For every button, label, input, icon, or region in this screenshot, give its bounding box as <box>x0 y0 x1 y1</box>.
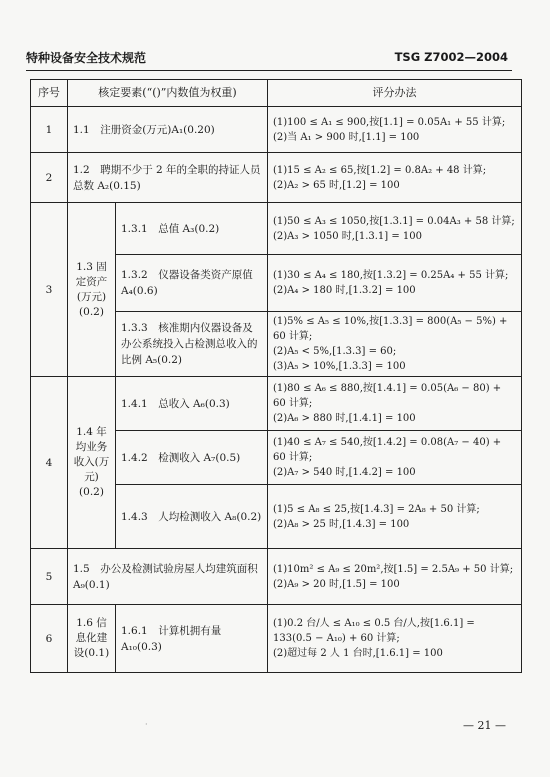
table-row <box>31 203 522 255</box>
score-line: (2)A₄ > 180 时,[1.3.2] = 100 <box>273 285 416 296</box>
score-line: (2)A₅ < 5%,[1.3.3] = 60; <box>273 346 397 357</box>
group-label: 1.6 信息化建设(0.1) <box>68 605 116 673</box>
table-row <box>31 153 522 203</box>
score-line: (1)50 ≤ A₃ ≤ 1050,按[1.3.1] = 0.04A₃ + 58 计算; <box>273 215 515 227</box>
score-line: (2)A₂ > 65 时,[1.2] = 100 <box>273 179 400 191</box>
score-cell <box>268 377 522 431</box>
running-header-code: TSG Z7002—2004 <box>394 50 508 64</box>
score-cell <box>268 431 522 485</box>
table-row <box>31 377 522 431</box>
item-label: 1.2 聘期不少于 2 年的全职的持证人员总数 A₂(0.15) <box>68 153 268 203</box>
sub-item-label: 1.3.1 总值 A₃(0.2) <box>116 203 268 255</box>
row-number: 5 <box>31 549 68 605</box>
sub-item-label: 1.4.1 总收入 A₆(0.3) <box>116 377 268 431</box>
score-line: (1)30 ≤ A₄ ≤ 180,按[1.3.2] = 0.25A₄ + 55 计算; <box>273 270 509 281</box>
group-label: 1.4 年均业务收入(万元)(0.2) <box>68 377 116 549</box>
score-cell <box>268 153 522 203</box>
score-line: (1)5 ≤ A₈ ≤ 25,按[1.4.3] = 2A₈ + 50 计算; <box>273 503 480 515</box>
score-line: (1)100 ≤ A₁ ≤ 900,按[1.1] = 0.05A₁ + 55 计算; <box>273 116 506 128</box>
col-header-element: 核定要素(“()”内数值为权重) <box>68 80 268 107</box>
table-header-row <box>31 80 522 107</box>
item-label: 1.1 注册资金(万元)A₁(0.20) <box>68 107 268 153</box>
score-line: (1)5% ≤ A₅ ≤ 10%,按[1.3.3] = 800(A₅ − 5%) + 60 计算; <box>273 316 508 342</box>
sub-item-label: 1.6.1 计算机拥有量 A₁₀(0.3) <box>116 605 268 673</box>
score-line: (3)A₅ > 10%,[1.3.3] = 100 <box>273 361 406 372</box>
group-label: 1.3 固定资产(万元)(0.2) <box>68 203 116 377</box>
score-cell <box>268 312 522 377</box>
score-cell <box>268 549 522 605</box>
row-number: 2 <box>31 153 68 203</box>
score-cell <box>268 255 522 312</box>
score-line: (2)A₈ > 25 时,[1.4.3] = 100 <box>273 518 410 530</box>
score-cell <box>268 203 522 255</box>
score-line: (1)80 ≤ A₆ ≤ 880,按[1.4.1] = 0.05(A₆ − 80) + 60 计算; <box>273 383 502 409</box>
score-line: (2)当 A₁ > 900 时,[1.1] = 100 <box>273 131 420 143</box>
row-number: 6 <box>31 605 68 673</box>
page-number: — 21 — <box>463 719 506 732</box>
sub-item-label: 1.3.3 核准期内仪器设备及办公系统投入占检测总收入的比例 A₅(0.2) <box>116 312 268 377</box>
sub-item-label: 1.4.2 检测收入 A₇(0.5) <box>116 431 268 485</box>
row-number: 4 <box>31 377 68 549</box>
score-line: (1)0.2 台/人 ≤ A₁₀ ≤ 0.5 台/人,按[1.6.1] = 133(0.5 − A₁₀) + 60 计算; <box>273 618 475 644</box>
header-rule <box>26 70 512 71</box>
scoring-table <box>30 79 522 673</box>
scan-mark: · <box>145 720 148 729</box>
item-label: 1.5 办公及检测试验房屋人均建筑面积 A₉(0.1) <box>68 549 268 605</box>
table-row <box>31 605 522 673</box>
score-cell <box>268 107 522 153</box>
table-row <box>31 549 522 605</box>
score-line: (1)40 ≤ A₇ ≤ 540,按[1.4.2] = 0.08(A₇ − 40) + 60 计算; <box>273 437 502 463</box>
sub-item-label: 1.3.2 仪器设备类资产原值 A₄(0.6) <box>116 255 268 312</box>
row-number: 1 <box>31 107 68 153</box>
score-line: (2)超过每 2 人 1 台时,[1.6.1] = 100 <box>273 648 443 659</box>
table-body <box>31 107 522 673</box>
sub-item-label: 1.4.3 人均检测收入 A₈(0.2) <box>116 485 268 549</box>
row-number: 3 <box>31 203 68 377</box>
col-header-no: 序号 <box>31 80 68 107</box>
score-cell <box>268 485 522 549</box>
score-line: (2)A₆ > 880 时,[1.4.1] = 100 <box>273 413 416 424</box>
score-line: (1)10m² ≤ A₉ ≤ 20m²,按[1.5] = 2.5A₉ + 50 计算; <box>273 563 514 575</box>
score-line: (2)A₉ > 20 时,[1.5] = 100 <box>273 578 400 590</box>
running-header-title: 特种设备安全技术规范 <box>26 51 147 65</box>
table-row <box>31 107 522 153</box>
score-line: (2)A₃ > 1050 时,[1.3.1] = 100 <box>273 230 423 242</box>
col-header-method: 评分办法 <box>268 80 522 107</box>
score-line: (1)15 ≤ A₂ ≤ 65,按[1.2] = 0.8A₂ + 48 计算; <box>273 164 487 176</box>
score-line: (2)A₇ > 540 时,[1.4.2] = 100 <box>273 467 416 478</box>
score-cell <box>268 605 522 673</box>
